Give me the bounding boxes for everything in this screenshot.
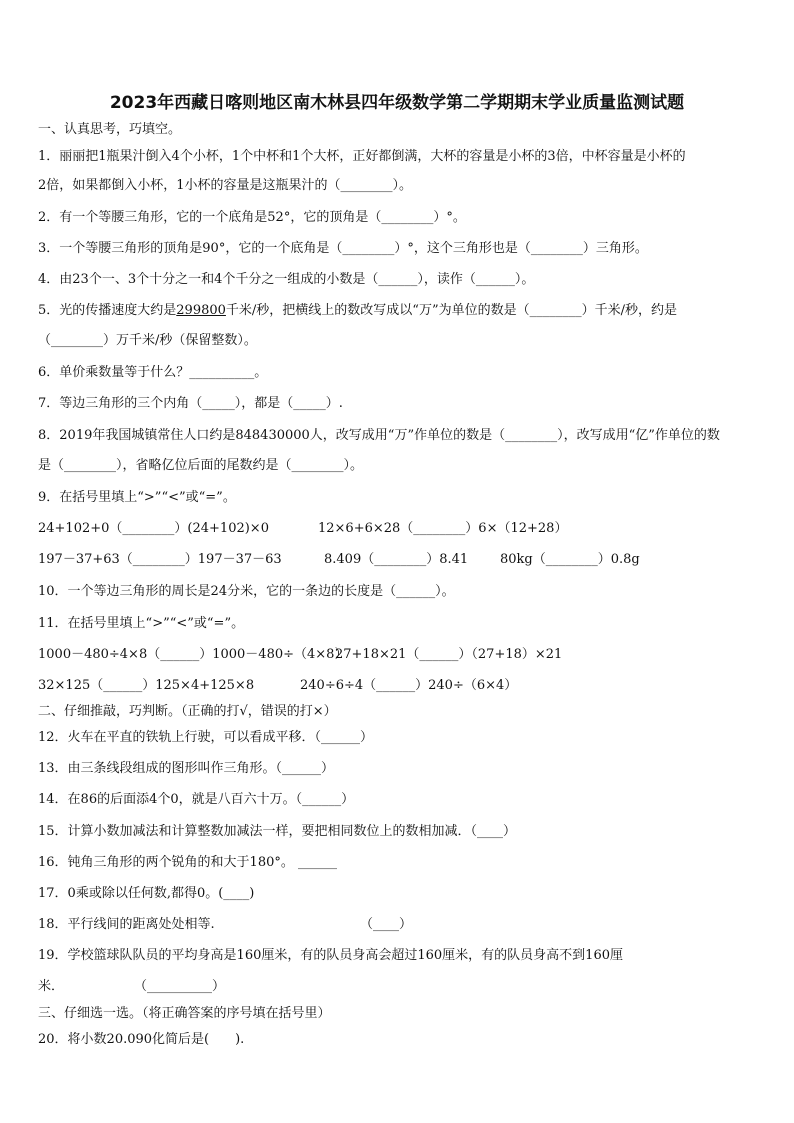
question-18 bbox=[38, 917, 768, 933]
question-9-stem: 9．在括号里填上“>”“<”或“=”。 bbox=[38, 490, 236, 505]
question-20: 20．将小数20.090化简后是( ). bbox=[38, 1032, 245, 1047]
question-9-item-d: 8.409（________）8.41 bbox=[324, 552, 469, 567]
question-6: 6．单价乘数量等于什么？__________。 bbox=[38, 365, 268, 380]
question-1-line-2: 2倍，如果都倒入小杯，1小杯的容量是这瓶果汁的（________）。 bbox=[38, 178, 413, 193]
question-18-text: 18．平行线间的距离处处相等. bbox=[38, 917, 215, 932]
question-11-item-c: 32×125（______）125×4+125×8 bbox=[38, 678, 255, 693]
question-3: 3．一个等腰三角形的顶角是90°，它的一个底角是（________）°，这个三角形也是（________）三角形。 bbox=[38, 241, 648, 256]
question-19-tail: 米． bbox=[38, 979, 65, 994]
question-8-line-1: 8．2019年我国城镇常住人口约是848430000人，改写成用“万”作单位的数是（________），改写成用“亿”作单位的数 bbox=[38, 428, 720, 443]
question-15: 15．计算小数加减法和计算整数加减法一样，要把相同数位上的数相加减．（____） bbox=[38, 824, 517, 839]
question-17: 17．0乘或除以任何数,都得0。(____) bbox=[38, 886, 255, 901]
section-heading-3: 三、仔细选一选。（将正确答案的序号填在括号里） bbox=[38, 1006, 331, 1021]
question-11-row-2 bbox=[38, 678, 768, 694]
question-18-blank: （____） bbox=[360, 917, 413, 932]
section-heading-2: 二、仔细推敲，巧判断。（正确的打√，错误的打×） bbox=[38, 704, 337, 719]
question-2: 2．有一个等腰三角形，它的一个底角是52°，它的顶角是（________）°。 bbox=[38, 210, 466, 225]
question-13: 13．由三条线段组成的图形叫作三角形。（______） bbox=[38, 761, 335, 776]
underlined-number: 299800 bbox=[176, 303, 226, 318]
question-11-item-b: 27+18×21（______）（27+18）×21 bbox=[335, 647, 563, 662]
question-5-line-2: （________）万千米/秒（保留整数）。 bbox=[38, 333, 257, 348]
question-19-line-1: 19．学校篮球队队员的平均身高是160厘米，有的队员身高会超过160厘米，有的队员身高不到160厘 bbox=[38, 948, 623, 963]
question-9-row-2 bbox=[38, 552, 768, 568]
question-11-row-1 bbox=[38, 647, 768, 663]
question-11-stem: 11．在括号里填上“>”“<”或“=”。 bbox=[38, 616, 245, 631]
question-12: 12．火车在平直的铁轨上行驶，可以看成平移．（______） bbox=[38, 730, 374, 745]
question-5-suffix: 千米/秒，把横线上的数改写成以“万”为单位的数是（________）千米/秒，约是 bbox=[225, 303, 677, 318]
question-9-item-b: 12×6+6×28（________）6×（12+28） bbox=[318, 521, 568, 536]
question-5-line-1 bbox=[38, 303, 768, 319]
question-9-item-e: 80kg（________）0.8g bbox=[500, 552, 640, 567]
question-19-line-2 bbox=[38, 979, 768, 995]
question-9-item-c: 197－37+63（________）197－37－63 bbox=[38, 552, 282, 567]
question-11-item-d: 240÷6÷4（______）240÷（6×4） bbox=[300, 678, 518, 693]
question-10: 10．一个等边三角形的周长是24分米，它的一条边的长度是（______）。 bbox=[38, 584, 455, 599]
question-5-prefix: 5．光的传播速度大约是 bbox=[38, 303, 177, 318]
question-9-row-1 bbox=[38, 521, 768, 537]
question-14: 14．在86的后面添4个0，就是八百六十万。（______） bbox=[38, 792, 355, 807]
question-11-item-a: 1000－480÷4×8（______）1000－480÷（4×8） bbox=[38, 647, 348, 662]
page-title: 2023年西藏日喀则地区南木林县四年级数学第二学期期末学业质量监测试题 bbox=[109, 93, 685, 113]
question-4: 4．由23个一、3个十分之一和4个千分之一组成的小数是（______），读作（______）。 bbox=[38, 272, 535, 287]
question-8-line-2: 是（________），省略亿位后面的尾数约是（________）。 bbox=[38, 458, 364, 473]
question-1-line-1: 1．丽丽把1瓶果汁倒入4个小杯，1个中杯和1个大杯，正好都倒满，大杯的容量是小杯的3倍，中杯容量是小杯的 bbox=[38, 149, 686, 164]
question-7: 7．等边三角形的三个内角（_____），都是（_____）. bbox=[38, 396, 343, 411]
question-9-item-a: 24+102+0（________）(24+102)×0 bbox=[38, 521, 269, 536]
question-19-blank: （__________） bbox=[134, 979, 226, 994]
question-16: 16．钝角三角形的两个锐角的和大于180°。 ______ bbox=[38, 855, 337, 870]
section-heading-1: 一、认真思考，巧填空。 bbox=[38, 122, 182, 137]
